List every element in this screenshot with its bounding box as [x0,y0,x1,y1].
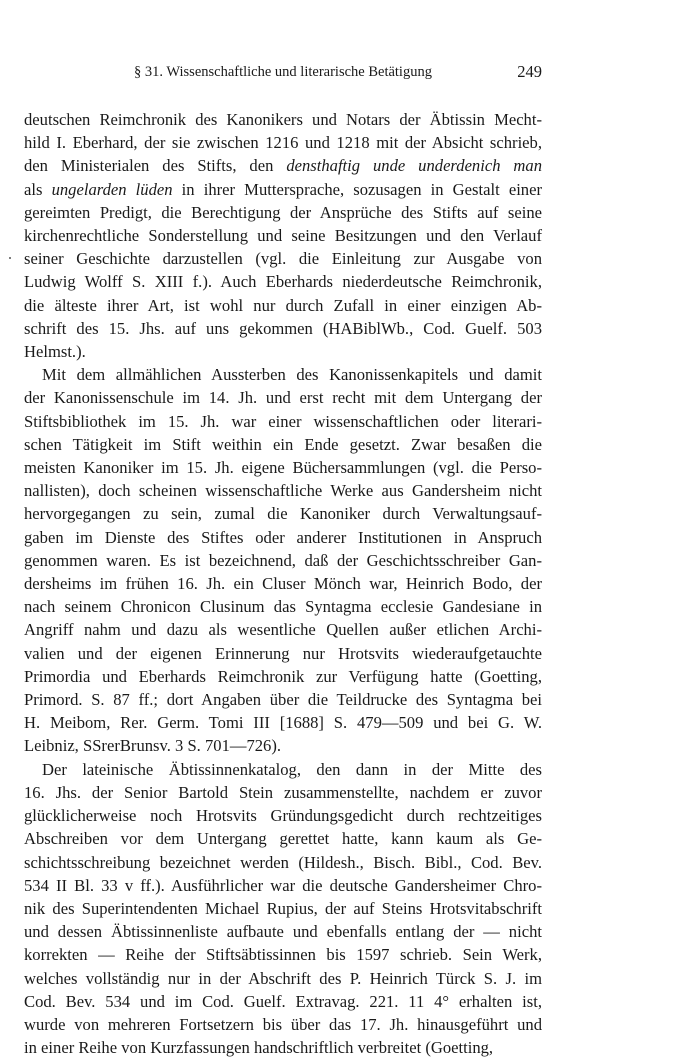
text-segment: den Ministerialen des Stifts, den [24,156,287,176]
text-line: Abschreiben vor dem Untergang gerettet hatte, kann kaum als Ge- [24,829,542,849]
text-line: seiner Geschichte darzustellen (vgl. die Einleitung zur Ausgabe von [24,249,542,269]
italic-quote: densthaftig unde underdenich man [286,156,543,176]
text-line [24,178,542,201]
text-line: kirchenrechtliche Sonderstellung und seine Besitzungen und den Verlauf [24,226,542,246]
text-line: hervorgegangen zu sein, zumal die Kanoniker durch Verwaltungsauf- [24,504,542,524]
text-line: Primordia und Eberhards Reimchronik zur Verfügung hatte (Goetting, [24,666,542,686]
text-line: hild I. Eberhard, der sie zwischen 1216 und 1218 mit der Absicht schrieb, [24,133,542,153]
text-line: schen Tätigkeit im Stift weithin ein Ende gesetzt. Zwar besaßen die [24,434,542,454]
text-line: nik des Superintendenten Michael Rupius, der auf Steins Hrotsvitabschrift [24,898,542,918]
text-line: 16. Jhs. der Senior Bartold Stein zusammenstellte, nachdem er zuvor [24,782,542,802]
text-line: die älteste ihrer Art, ist wohl nur durch Zufall in einer einzigen Ab- [24,295,542,315]
text-line: Helmst.). [24,342,86,362]
text-line: deutschen Reimchronik des Kanonikers und Notars der Äbtissin Mecht- [24,110,542,129]
text-line: und dessen Äbtissinnenliste aufbaute und ebenfalls entlang der — nicht [24,922,542,942]
paragraph-2 [24,363,542,757]
text-line: valien und der eigenen Erinnerung nur Hrotsvits wiederaufgetauchte [24,643,542,663]
text-line: schichtsschreibung bezeichnet werden (Hildesh., Bisch. Bibl., Cod. Bev. [24,852,542,872]
text-line [24,154,542,177]
page-number: 249 [517,62,542,81]
text-line: Mit dem allmählichen Aussterben des Kanonissenkapitels und damit [42,365,542,385]
text-line: gaben im Dienste des Stiftes oder anderer Institutionen in Anspruch [24,527,542,547]
text-line: 534 II Bl. 33 v ff.). Ausführlicher war die deutsche Gandersheimer Chro- [24,875,542,895]
text-line: der Kanonissenschule im 14. Jh. und erst recht mit dem Untergang der [24,388,542,408]
section-title: § 31. Wissenschaftliche und literarische Betätigung [134,64,432,80]
text-segment: als [24,179,52,199]
paragraph-1 [24,108,542,363]
text-line: in einer Reihe von Kurzfassungen handschriftlich verbreitet (Goetting, [24,1038,494,1058]
text-line: schrift des 15. Jhs. auf uns gekommen (HABiblWb., Cod. Guelf. 503 [24,318,542,338]
text-line: Der lateinische Äbtissinnenkatalog, den dann in der Mitte des [42,759,542,779]
text-line: Primord. S. 87 ff.; dort Angaben über die Teildrucke des Syntagma bei [24,690,542,710]
italic-quote: ungelarden lüden [51,179,173,199]
text-line: korrekten — Reihe der Stiftsäbtissinnen bis 1597 schrieb. Sein Werk, [24,945,542,965]
text-line: Leibniz, SSrerBrunsv. 3 S. 701—726). [24,736,282,756]
text-line: Ludwig Wolff S. XIII f.). Auch Eberhards niederdeutsche Reimchronik, [24,272,542,292]
body-text [24,108,542,1059]
text-line: wurde von mehreren Fortsetzern bis über das 17. Jh. hinausgeführt und [24,1014,542,1034]
text-line: Stiftsbibliothek im 15. Jh. war einer wissenschaftlichen oder literari- [24,411,542,431]
text-line: welches vollständig nur in der Abschrift des P. Heinrich Türck S. J. im [24,968,542,988]
margin-dot [9,257,11,259]
text-line: H. Meibom, Rer. Germ. Tomi III [1688] S. 479—509 und bei G. W. [24,713,542,733]
text-segment: in ihrer Muttersprache, sozusagen in Gestalt einer [172,179,542,199]
text-line: Angriff nahm und dazu als wesentliche Quellen außer etlichen Archi- [24,620,542,640]
text-line: genommen waren. Es ist bezeichnend, daß der Geschichtsschreiber Gan- [24,550,542,570]
text-line: dersheims im frühen 16. Jh. ein Cluser Mönch war, Heinrich Bodo, der [24,574,542,594]
text-line: gereimten Predigt, die Berechtigung der Ansprüche des Stifts auf seine [24,202,542,222]
text-line: glücklicherweise noch Hrotsvits Gründungsgedicht durch rechtzeitiges [24,806,542,826]
text-line: nallisten), doch scheinen wissenschaftliche Werke aus Gandersheim nicht [24,481,542,501]
text-line: meisten Kanoniker im 15. Jh. eigene Büchersammlungen (vgl. die Perso- [24,458,542,478]
paragraph-3 [24,758,542,1059]
text-line: nach seinem Chronicon Clusinum das Syntagma ecclesie Gandesiane in [24,597,542,617]
text-line: Cod. Bev. 534 und im Cod. Guelf. Extravag. 221. 11 4° erhalten ist, [24,991,542,1011]
